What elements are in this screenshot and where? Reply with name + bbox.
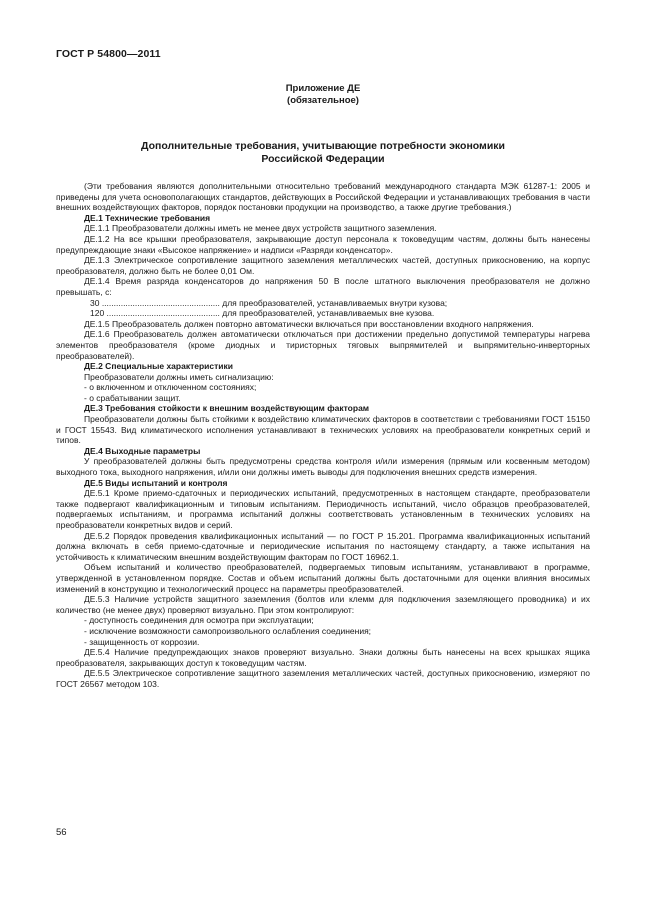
section-title-line-1: Дополнительные требования, учитывающие потребности экономики bbox=[140, 140, 505, 152]
paragraph: ДЕ.5.1 Кроме приемо-сдаточных и периодических испытаний, предусмотренных в настоящем стандарте, преобразователи также подвергают квалификационным и типовым испытаниям. Периодичность испытаний, число образцов преобразователей, подвергаемых испытаниям, и программа испытаний должны соответствовать установленным в технических условиях на преобразователи конкретных видов и серий. bbox=[56, 488, 590, 530]
paragraph: (Эти требования являются дополнительными относительно требований международного стандарта МЭК 61287-1: 2005 и приведены для учета основополагающих стандартов, действующих в Российской Федерации и устанавливающих требования в части внешних воздействующих факторов, порядок постановки продукции на производство, а также другие требования.) bbox=[56, 181, 590, 213]
appendix-status: (обязательное) bbox=[287, 95, 359, 106]
appendix-title: Приложение ДЕ bbox=[285, 83, 361, 94]
list-item: - исключение возможности самопроизвольного ослабления соединения; bbox=[84, 625, 372, 636]
paragraph: ДЕ.5.5 Электрическое сопротивление защитного заземления металлических частей, доступных прикосновению, измеряют по ГОСТ 26567 методом 103. bbox=[56, 668, 590, 689]
section-heading: ДЕ.4 Выходные параметры bbox=[84, 445, 201, 456]
document-body bbox=[56, 181, 590, 690]
paragraph: ДЕ.5.2 Порядок проведения квалификационных испытаний — по ГОСТ Р 15.201. Программа квалификационных испытаний должна включать в себя приемо-сдаточные и периодические испытания по настоящему стандарту, а также испытания на устойчивость к климатическим внешним воздействующим факторам по ГОСТ 16962.1. bbox=[56, 530, 590, 562]
list-item: - о включенном и отключенном состояниях; bbox=[84, 382, 257, 393]
paragraph: Преобразователи должны иметь сигнализацию: bbox=[84, 371, 274, 382]
list-item: - доступность соединения для осмотра при эксплуатации; bbox=[84, 615, 314, 626]
paragraph: ДЕ.1.3 Электрическое сопротивление защитного заземления металлических частей, доступных прикосновению, на корпус преобразователя, должно быть не более 0,01 Ом. bbox=[56, 255, 590, 276]
paragraph: ДЕ.1.5 Преобразователь должен повторно автоматически включаться при восстановлении входного напряжения. bbox=[84, 318, 534, 329]
paragraph: ДЕ.5.3 Наличие устройств защитного заземления (болтов или клемм для подключения заземляющего проводника) и их количество (не менее двух) проверяют визуально. При этом контролируют: bbox=[56, 594, 590, 615]
section-heading: ДЕ.5 Виды испытаний и контроля bbox=[84, 477, 228, 488]
document-number: ГОСТ Р 54800—2011 bbox=[56, 48, 161, 60]
paragraph: ДЕ.5.4 Наличие предупреждающих знаков проверяют визуально. Знаки должны быть нанесены на всех крышках ящика преобразователя, закрывающих доступ к токоведущим частям. bbox=[56, 647, 590, 668]
section-heading: ДЕ.1 Технические требования bbox=[84, 212, 211, 223]
paragraph: ДЕ.1.2 На все крышки преобразователя, закрывающие доступ персонала к токоведущим частям, должны быть нанесены предупреждающие знаки «Высокое напряжение» и надписи «Разряди конденсатор». bbox=[56, 233, 590, 255]
paragraph: ДЕ.1.1 Преобразователи должны иметь не менее двух устройств защитного заземления. bbox=[84, 223, 437, 234]
paragraph: У преобразователей должны быть предусмотрены средства контроля и/или измерения (прямым или косвенным методом) выходного тока, выходного напряжения, и/или они должны иметь выводы для подключения внешних средств измерения. bbox=[56, 456, 590, 478]
list-item: - о срабатывании защит. bbox=[84, 392, 181, 403]
paragraph: ДЕ.1.4 Время разряда конденсаторов до напряжения 50 В после штатного выключения преобразователя не должно превышать, с: bbox=[56, 276, 590, 297]
paragraph: ДЕ.1.6 Преобразователь должен автоматически отключаться при достижении предельно допустимой температуры нагрева элементов преобразователя (кроме диодных и тиристорных тяговых выпрямителей и выпрямительно-инверторных преобразователей). bbox=[56, 329, 590, 361]
paragraph: 30 .................................................. для преобразователей, устанавливаемых внутри кузова; bbox=[90, 297, 448, 308]
section-heading: ДЕ.2 Специальные характеристики bbox=[84, 361, 233, 372]
paragraph: 120 ................................................ для преобразователей, устанавливаемых вне кузова. bbox=[90, 308, 435, 319]
paragraph: Преобразователи должны быть стойкими к воздействию климатических факторов в соответствии с требованиями ГОСТ 15150 и ГОСТ 15543. Вид климатического исполнения устанавливают в технических условиях на преобразователи конкретных серий и типов. bbox=[56, 414, 590, 446]
page-number: 56 bbox=[56, 827, 67, 838]
section-heading: ДЕ.3 Требования стойкости к внешним воздействующим факторам bbox=[84, 403, 370, 414]
list-item: - защищенность от коррозии. bbox=[84, 636, 200, 647]
paragraph: Объем испытаний и количество преобразователей, подвергаемых типовым испытаниям, устанавливают в программе, утвержденной в установленном порядке. Состав и объем испытаний должны быть достаточными для оценки влияния вносимых изменений в конструкцию и технологический процесс на параметры преобразователей. bbox=[56, 562, 590, 594]
section-title-line-2: Российской Федерации bbox=[261, 153, 385, 165]
